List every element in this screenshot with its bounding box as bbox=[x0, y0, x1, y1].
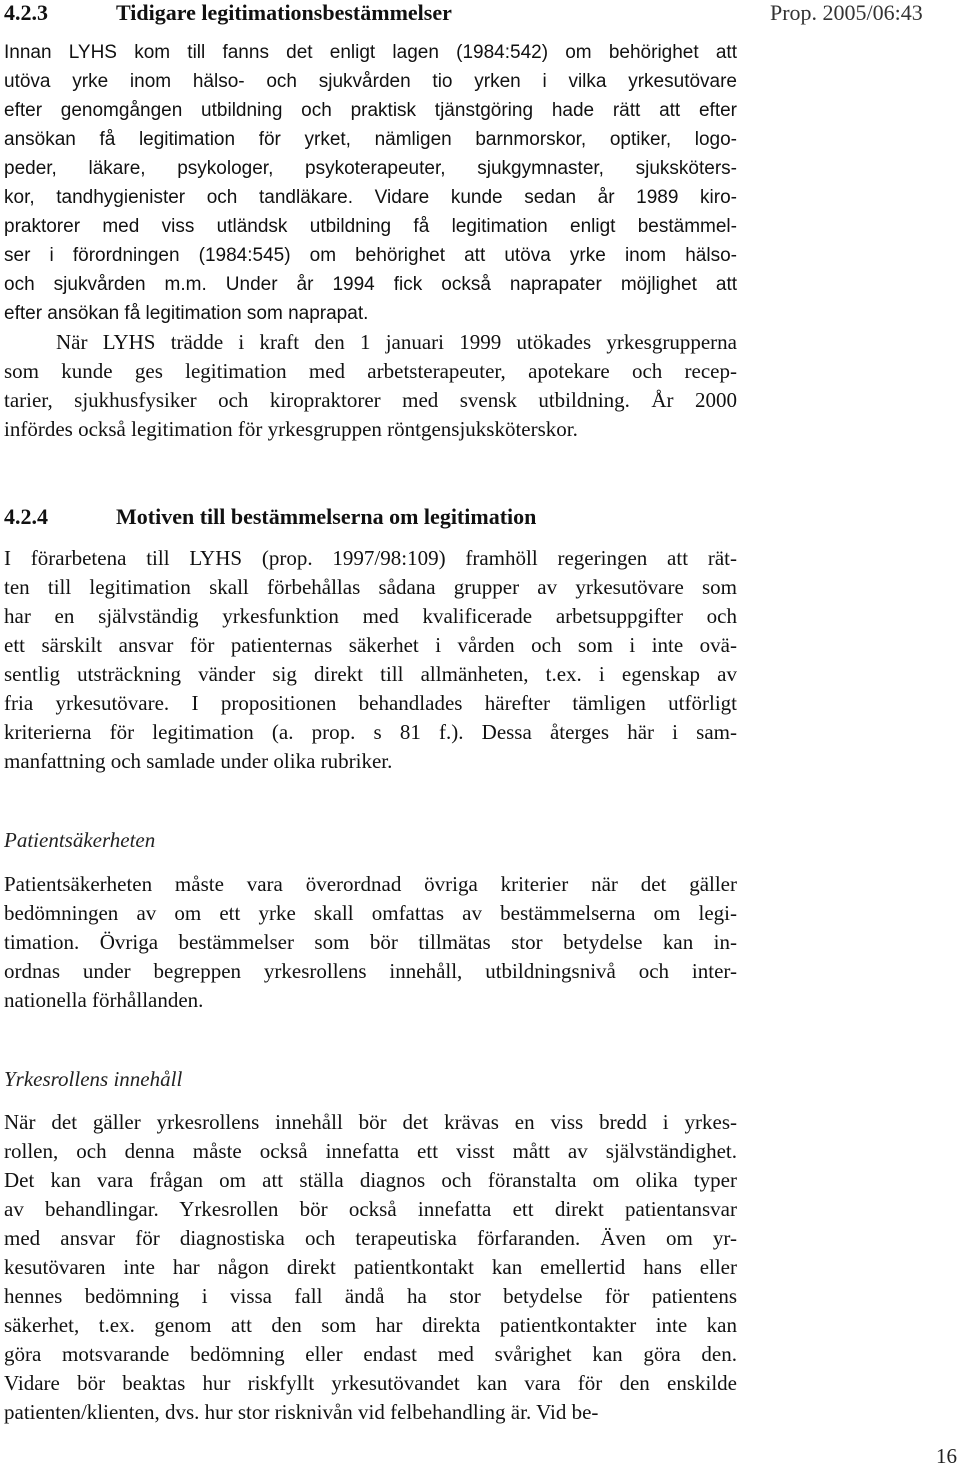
text-line: kriterierna för legitimation (a. prop. s 81 f.). Dessa återges här i sam- bbox=[4, 720, 737, 744]
patientsakerheten-paragraph bbox=[4, 870, 737, 1015]
text-line: Innan LYHS kom till fanns det enligt lagen (1984:542) om behörighet att bbox=[4, 42, 737, 63]
text-line: hennes bedömning i vissa fall ändå ha stor betydelse för patientens bbox=[4, 1284, 737, 1308]
text-line: praktorer med viss utländsk utbildning få legitimation enligt bestämmel- bbox=[4, 216, 737, 237]
text-line: ten till legitimation skall förbehållas sådana grupper av yrkesutövare som bbox=[4, 575, 737, 599]
text-line: med ansvar för diagnostiska och terapeutiska förfaranden. Även om yr- bbox=[4, 1226, 737, 1250]
section-title: Motiven till bestämmelserna om legitimation bbox=[116, 504, 537, 529]
text-line: I förarbetena till LYHS (prop. 1997/98:109) framhöll regeringen att rät- bbox=[4, 546, 737, 570]
text-line: timation. Övriga bestämmelser som bör tillmätas stor betydelse kan in- bbox=[4, 930, 737, 954]
section-424-paragraph bbox=[4, 544, 737, 776]
text-line: peder, läkare, psykologer, psykoterapeuter, sjukgymnaster, sjuksköters- bbox=[4, 158, 737, 179]
section-number: 4.2.4 bbox=[4, 504, 48, 529]
text-line: Det kan vara frågan om att ställa diagnos och föranstalta om olika typer bbox=[4, 1168, 737, 1192]
text-line: bedömningen av om ett yrke skall omfattas av bestämmelserna om legi- bbox=[4, 901, 737, 925]
text-line: ordnas under begreppen yrkesrollens innehåll, utbildningsnivå och inter- bbox=[4, 959, 737, 983]
text-line: som kunde ges legitimation med arbetsterapeuter, apotekare och recep- bbox=[4, 359, 737, 383]
text-line: tarier, sjukhusfysiker och kiropraktorer med svensk utbildning. År 2000 bbox=[4, 388, 737, 412]
marginal-reference: Prop. 2005/06:43 bbox=[770, 0, 923, 25]
text-line: När LYHS trädde i kraft den 1 januari 1999 utökades yrkesgrupperna bbox=[56, 330, 737, 354]
text-line: fria yrkesutövare. I propositionen behandlades härefter tämligen utförligt bbox=[4, 691, 737, 715]
text-line: kesutövaren inte har någon direkt patientkontakt kan emellertid hans eller bbox=[4, 1255, 737, 1279]
text-line: rollen, och denna måste också innefatta ett visst mått av självständighet. bbox=[4, 1139, 737, 1163]
text-line: ett särskilt ansvar för patienternas säkerhet i vården och som i inte ovä- bbox=[4, 633, 737, 657]
section-number: 4.2.3 bbox=[4, 0, 48, 25]
text-line: infördes också legitimation för yrkesgruppen röntgensjuksköterskor. bbox=[4, 417, 578, 441]
text-line: av behandlingar. Yrkesrollen bör också innefatta ett direkt patientansvar bbox=[4, 1197, 737, 1221]
section-423-paragraph-1 bbox=[4, 38, 737, 328]
text-line: kor, tandhygienister och tandläkare. Vidare kunde sedan år 1989 kiro- bbox=[4, 187, 737, 208]
text-line: och sjukvården m.m. Under år 1994 fick också naprapater möjlighet att bbox=[4, 274, 737, 295]
text-line: När det gäller yrkesrollens innehåll bör det krävas en viss bredd i yrkes- bbox=[4, 1110, 737, 1134]
text-line: Patientsäkerheten måste vara överordnad övriga kriterier när det gäller bbox=[4, 872, 737, 896]
section-title: Tidigare legitimationsbestämmelser bbox=[116, 0, 452, 25]
text-line: efter ansökan få legitimation som naprapat. bbox=[4, 303, 369, 324]
text-line: Vidare bör beaktas hur riskfyllt yrkesutövandet kan vara för den enskilde bbox=[4, 1371, 737, 1395]
text-line: sentlig utsträckning vänder sig direkt till allmänheten, t.ex. i egenskap av bbox=[4, 662, 737, 686]
subheading-yrkesrollens-innehall: Yrkesrollens innehåll bbox=[4, 1067, 183, 1091]
text-line: manfattning och samlade under olika rubriker. bbox=[4, 749, 393, 773]
section-423-paragraph-2 bbox=[4, 328, 737, 444]
subheading-patientsakerheten: Patientsäkerheten bbox=[4, 828, 156, 852]
text-line: ser i förordningen (1984:545) om behörighet att utöva yrke inom hälso- bbox=[4, 245, 737, 266]
text-line: har en självständig yrkesfunktion med kvalificerade arbetsuppgifter och bbox=[4, 604, 737, 628]
text-line: säkerhet, t.ex. genom att den som har direkta patientkontakter inte kan bbox=[4, 1313, 737, 1337]
page-number: 16 bbox=[936, 1444, 957, 1468]
text-line: patienten/klienten, dvs. hur stor risknivån vid felbehandling är. Vid be- bbox=[4, 1400, 599, 1424]
text-line: göra motsvarande bedömning eller endast med svårighet kan göra den. bbox=[4, 1342, 737, 1366]
text-line: utöva yrke inom hälso- och sjukvården tio yrken i vilka yrkesutövare bbox=[4, 71, 737, 92]
text-line: ansökan få legitimation för yrket, nämligen barnmorskor, optiker, logo- bbox=[4, 129, 737, 150]
yrkesrollens-innehall-paragraph bbox=[4, 1108, 737, 1427]
text-line: efter genomgången utbildning och praktisk tjänstgöring hade rätt att efter bbox=[4, 100, 737, 121]
text-line: nationella förhållanden. bbox=[4, 988, 204, 1012]
